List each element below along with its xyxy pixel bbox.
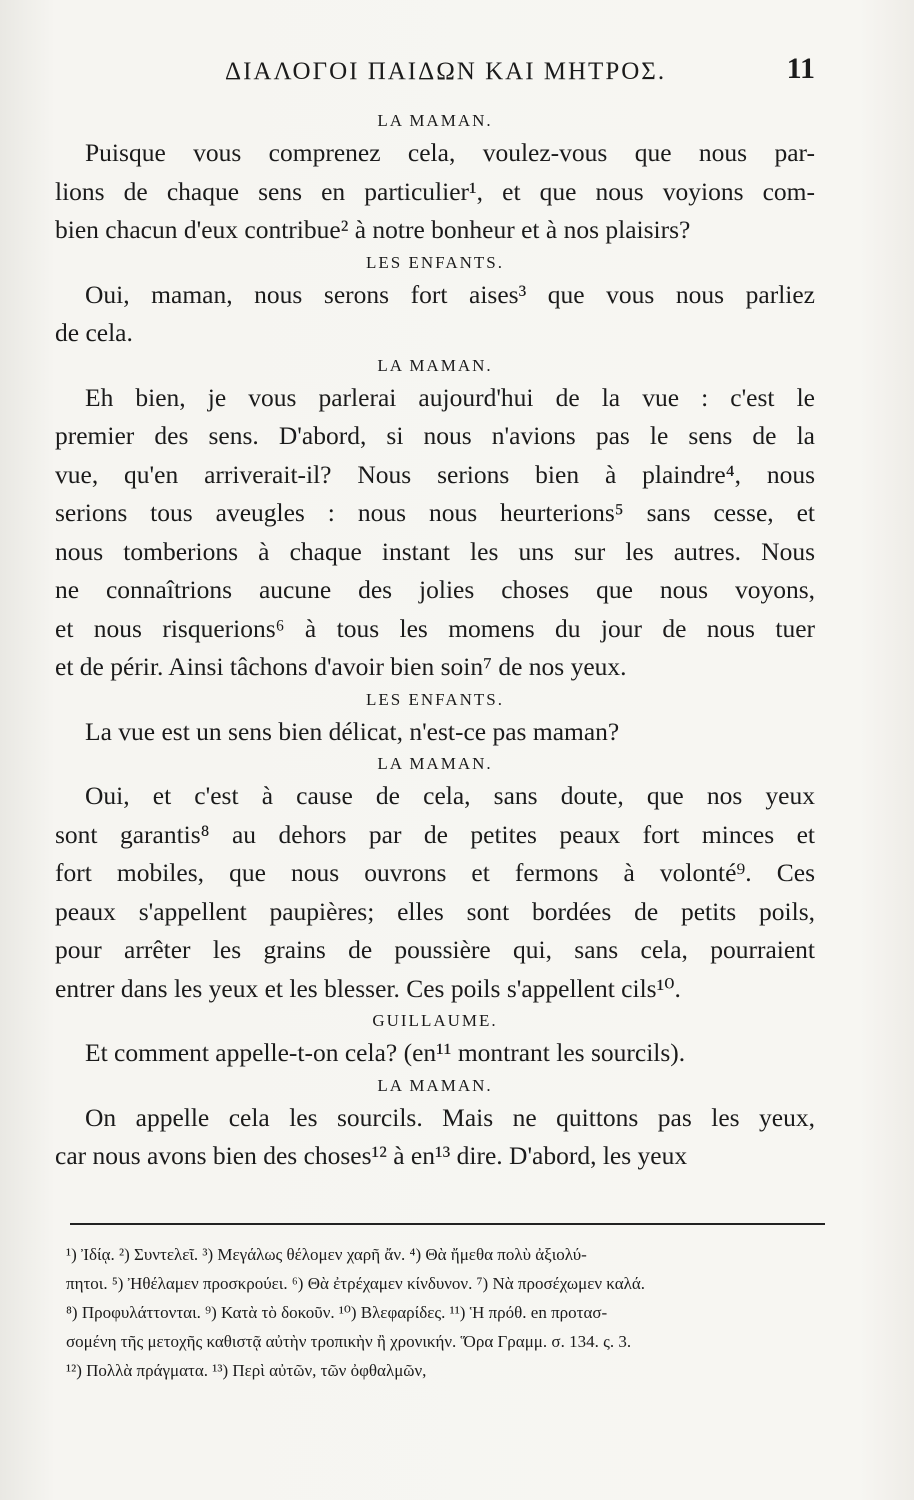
text-line: car nous avons bien des choses¹² à en¹³ dire. D'abord, les yeux — [55, 1141, 688, 1170]
dialogue-paragraph — [55, 379, 815, 687]
speaker-label: LA MAMAN. — [377, 754, 493, 773]
text-line: fort mobiles, que nous ouvrons et fermons à volonté⁹. Ces — [55, 858, 815, 887]
footnote-line: πητοι. ⁵) Ἠθέλαμεν προσκρούει. ⁶) Θὰ ἐτρέχαμεν κίνδυνον. ⁷) Νὰ προσέχωμεν καλά. — [66, 1274, 646, 1293]
running-head: ΔΙΑΛΟΓΟΙ ΠΑΙΔΩΝ ΚΑΙ ΜΗΤΡΟΣ. — [225, 58, 667, 85]
speaker-label: LA MAMAN. — [377, 355, 493, 375]
text-line: Et comment appelle-t-on cela? (en¹¹ montrant les sourcils). — [85, 1038, 686, 1067]
text-line: entrer dans les yeux et les blesser. Ces poils s'appellent cils¹⁰. — [55, 973, 681, 1003]
text-line: pour arrêter les grains de poussière qui, sans cela, pourraient — [55, 935, 815, 964]
page-number: 11 — [786, 52, 815, 85]
speaker-label: LES ENFANTS. — [366, 689, 504, 709]
text-line: et de périr. Ainsi tâchons d'avoir bien soin⁷ de nos yeux. — [55, 652, 627, 681]
text-line: Puisque vous comprenez cela, voulez-vous que nous par- — [85, 138, 815, 167]
page-header — [225, 52, 815, 98]
footnote-rule — [70, 1223, 825, 1225]
dialogue-paragraph — [55, 1099, 815, 1176]
footnotes — [66, 1240, 826, 1385]
speaker-label: LA MAMAN. — [377, 1075, 493, 1095]
speaker-label: LA MAMAN. — [377, 111, 493, 130]
footnote-line: ¹) Ἰδίᾳ. ²) Συντελεῖ. ³) Μεγάλως θέλομεν χαρῆ ἄν. ⁴) Θὰ ἤμεθα πολὺ ἀξιολύ- — [66, 1245, 587, 1264]
text-line: de cela. — [55, 318, 133, 347]
text-line: Oui, maman, nous serons fort aises³ que vous nous parliez — [85, 279, 815, 309]
dialogue-paragraph — [55, 276, 815, 353]
text-line: La vue est un sens bien délicat, n'est-ce pas maman? — [85, 716, 620, 746]
text-line: et nous risquerions⁶ à tous les momens du jour de nous tuer — [55, 613, 815, 643]
footnote-line: ⁸) Προφυλάττονται. ⁹) Κατὰ τὸ δοκοῦν. ¹⁰) Βλεφαρίδες. ¹¹) Ἡ πρόθ. en προτασ- — [66, 1303, 608, 1322]
text-line: ne connaîtrions aucune des jolies choses que nous voyons, — [55, 575, 815, 604]
dialogue-text — [55, 108, 815, 1176]
text-line: serions tous aveugles : nous nous heurterions⁵ sans cesse, et — [55, 498, 815, 527]
text-line: bien chacun d'eux contribue² à notre bonheur et à nos plaisirs? — [55, 215, 691, 244]
text-line: Oui, et c'est à cause de cela, sans doute, que nos yeux — [85, 781, 815, 810]
dialogue-paragraph — [55, 777, 815, 1008]
text-line: nous tomberions à chaque instant les uns sur les autres. Nous — [55, 536, 815, 566]
text-line: Eh bien, je vous parlerai aujourd'hui de la vue : c'est le — [85, 382, 815, 412]
text-line: peaux s'appellent paupières; elles sont bordées de petits poils, — [55, 896, 815, 926]
speaker-label: GUILLAUME. — [372, 1011, 498, 1030]
footnote-line: σομένη τῆς μετοχῆς καθιστᾷ αὐτὴν τροπικὴν ἢ χρονικήν. Ὅρα Γραμμ. σ. 134. ς. 3. — [66, 1332, 632, 1351]
dialogue-paragraph — [55, 713, 815, 752]
text-line: lions de chaque sens en particulier¹, et que nous voyions com- — [55, 176, 815, 206]
text-line: premier des sens. D'abord, si nous n'avions pas le sens de la — [55, 421, 815, 450]
text-line: sont garantis⁸ au dehors par de petites peaux fort minces et — [55, 819, 815, 849]
footnote-line: ¹²) Πολλὰ πράγματα. ¹³) Περὶ αὐτῶν, τῶν ὀφθαλμῶν, — [66, 1361, 427, 1380]
text-line: On appelle cela les sourcils. Mais ne quittons pas les yeux, — [85, 1102, 815, 1132]
text-line: vue, qu'en arriverait-il? Nous serions bien à plaindre⁴, nous — [55, 459, 815, 489]
dialogue-paragraph — [55, 1034, 815, 1073]
dialogue-paragraph — [55, 134, 815, 250]
speaker-label: LES ENFANTS. — [366, 252, 504, 272]
